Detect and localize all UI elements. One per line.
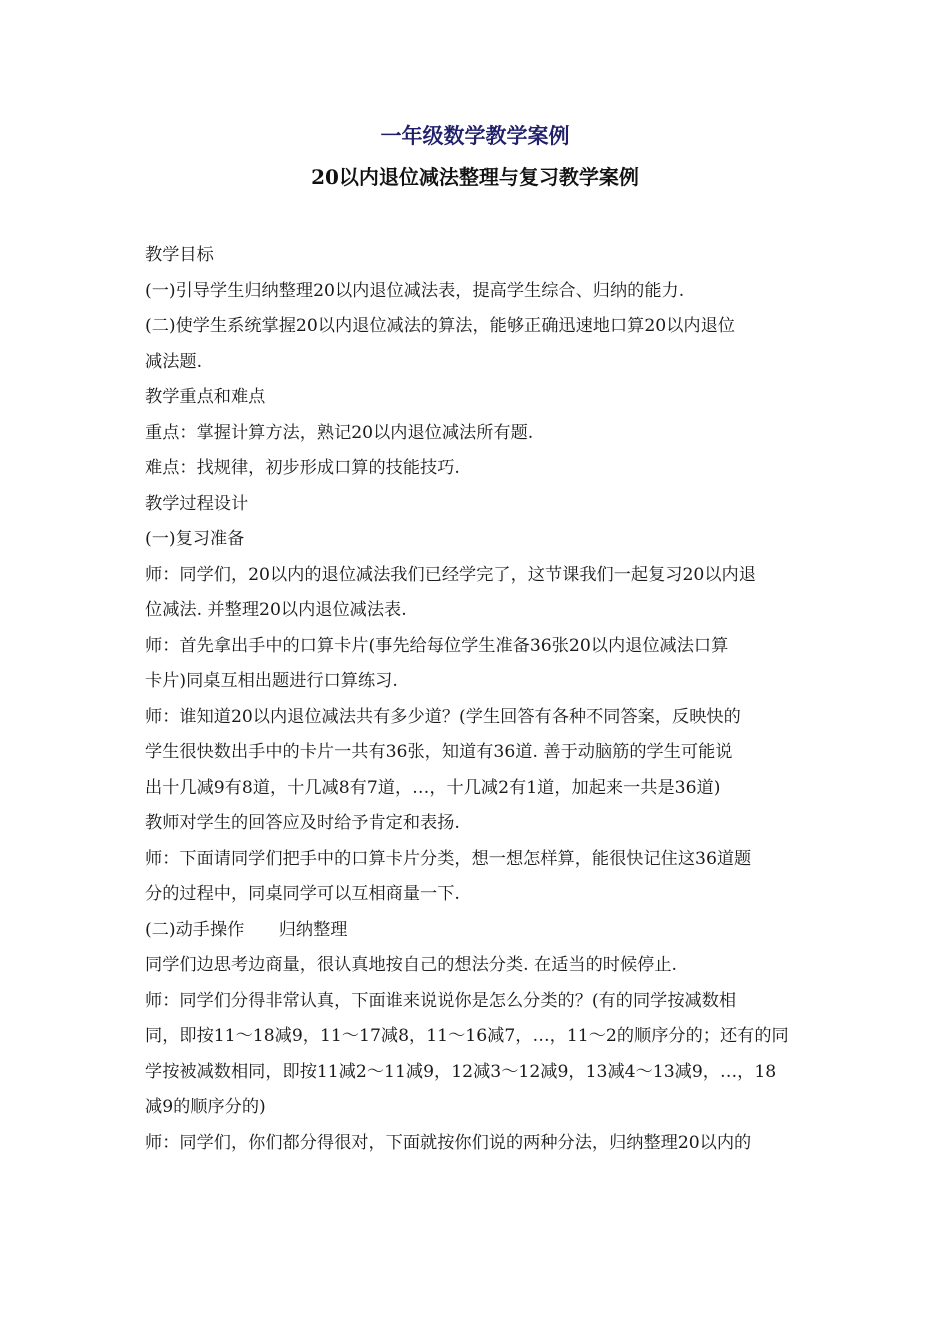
text-line: 难点：找规律，初步形成口算的技能技巧. <box>145 458 460 478</box>
text-line: 学按被减数相同，即按11减2～11减9，12减3～12减9，13减4～13减9，…，18 <box>145 1061 777 1082</box>
text-line: 教学目标 <box>145 245 214 265</box>
text-line: 重点：掌握计算方法，熟记20以内退位减法所有题. <box>145 422 534 443</box>
document-subtitle: 20以内退位减法整理与复习教学案例 <box>311 165 639 189</box>
text-line: (一)引导学生归纳整理20以内退位减法表，提高学生综合、归纳的能力. <box>145 280 685 301</box>
text-line: 同学们边思考边商量，很认真地按自己的想法分类. 在适当的时候停止. <box>145 955 678 975</box>
text-line: (一)复习准备 <box>145 529 245 549</box>
text-line: 师：首先拿出手中的口算卡片(事先给每位学生准备36张20以内退位减法口算 <box>145 635 729 656</box>
text-line: 减法题. <box>145 351 203 372</box>
text-line: 同，即按11～18减9，11～17减8，11～16减7，…，11～2的顺序分的；还有的同 <box>145 1026 789 1046</box>
text-line: (二)使学生系统掌握20以内退位减法的算法，能够正确迅速地口算20以内退位 <box>145 316 735 336</box>
document-title: 一年级数学教学案例 <box>380 123 570 148</box>
text-line: 出十几减9有8道，十几减8有7道，…，十几减2有1道，加起来一共是36道) <box>145 777 721 798</box>
document-body <box>145 238 809 1161</box>
text-line: 教学重点和难点 <box>145 387 266 407</box>
text-line: 师：同学们，你们都分得很对，下面就按你们说的两种分法，归纳整理20以内的 <box>145 1132 752 1153</box>
text-line: 师：谁知道20以内退位减法共有多少道？(学生回答有各种不同答案，反映快的 <box>145 706 741 727</box>
text-line: (二)动手操作 归纳整理 <box>145 919 348 940</box>
text-line: 减9的顺序分的) <box>145 1097 266 1117</box>
text-line: 师：同学们分得非常认真，下面谁来说说你是怎么分类的？(有的同学按减数相 <box>145 990 737 1011</box>
text-line: 教学过程设计 <box>145 493 249 514</box>
text-line: 教师对学生的回答应及时给予肯定和表扬. <box>145 813 460 833</box>
text-line: 卡片)同桌互相出题进行口算练习. <box>145 671 398 691</box>
text-line: 位减法. 并整理20以内退位减法表. <box>145 600 407 620</box>
text-line: 学生很快数出手中的卡片一共有36张，知道有36道. 善于动脑筋的学生可能说 <box>145 742 733 762</box>
text-line: 师：同学们，20以内的退位减法我们已经学完了，这节课我们一起复习20以内退 <box>145 564 756 585</box>
text-line: 师：下面请同学们把手中的口算卡片分类，想一想怎样算，能很快记住这36道题 <box>145 848 752 869</box>
text-line: 分的过程中，同桌同学可以互相商量一下. <box>145 884 460 904</box>
